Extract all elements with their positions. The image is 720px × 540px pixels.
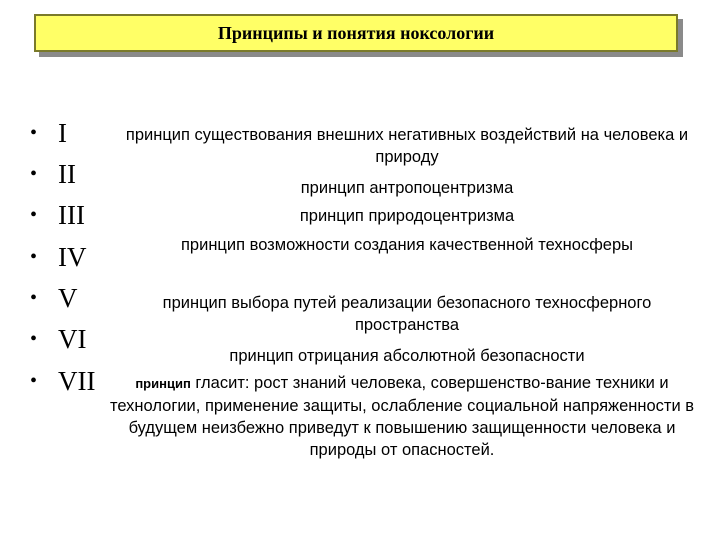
numeral-label: VII	[58, 366, 96, 396]
list-item	[30, 366, 95, 396]
numeral-label: VI	[58, 324, 87, 354]
bullet-icon: •	[30, 328, 38, 350]
bullet-icon: •	[30, 204, 38, 226]
principle-lead-word: принцип	[135, 376, 191, 391]
bullet-icon: •	[30, 370, 38, 392]
list-item	[30, 200, 85, 230]
numeral-label: II	[58, 159, 76, 189]
principle-text: принцип существования внешних негативных воздействий на человека и природу	[125, 126, 689, 166]
title-banner	[34, 14, 678, 52]
page-title: Принципы и понятия ноксологии	[217, 22, 495, 43]
bullet-icon: •	[30, 287, 38, 309]
numeral-label: V	[58, 283, 78, 313]
list-item	[30, 242, 87, 272]
bullet-icon: •	[30, 246, 38, 268]
principle-text: принцип отрицания абсолютной безопасности	[229, 347, 585, 365]
bullet-icon: •	[30, 163, 38, 185]
numeral-label: I	[58, 118, 67, 148]
numeral-label: III	[58, 200, 85, 230]
principle-rest: гласит: рост знаний человека, совершенство-вание техники и технологии, применение защиты, ослабление социальной напряженности в будущем неизбежно приведут к повышению защищенности человека и природы от опасностей.	[109, 374, 695, 459]
list-item	[30, 159, 76, 189]
principle-text: принцип выбора путей реализации безопасного техносферного пространства	[162, 294, 652, 334]
numeral-label: IV	[58, 242, 87, 272]
principle-text: принцип возможности создания качественной техносферы	[180, 236, 633, 254]
list-item	[30, 118, 67, 148]
principle-text: принцип природоцентризма	[299, 207, 515, 225]
principle-text: принцип антропоцентризма	[300, 179, 514, 197]
principle-text-last	[102, 372, 702, 461]
list-item	[30, 283, 78, 313]
bullet-icon: •	[30, 122, 38, 144]
list-item	[30, 324, 87, 354]
